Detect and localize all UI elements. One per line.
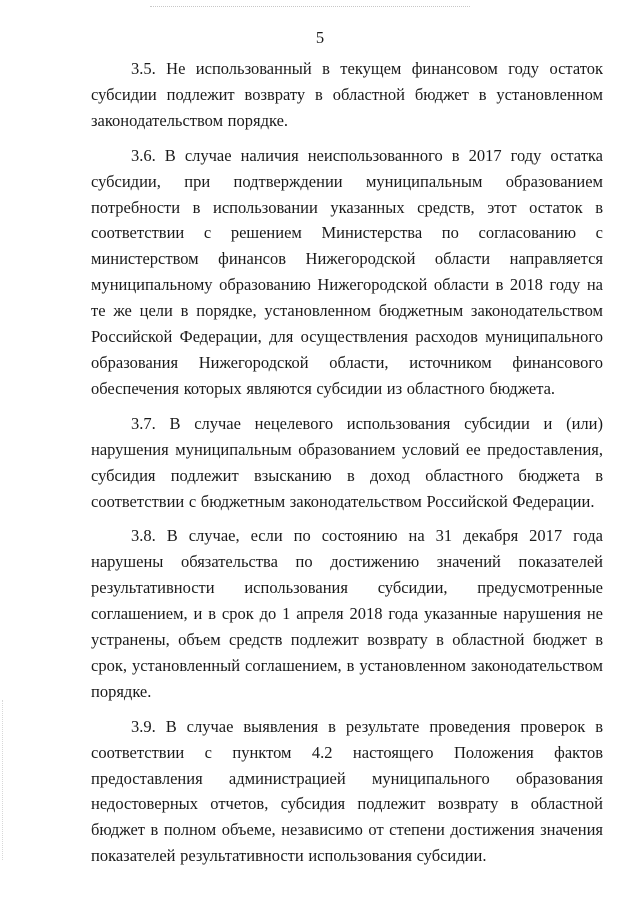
paragraph-3-9: 3.9. В случае выявления в результате проведения проверок в соответствии с пунктом 4.2 настоящего Положения фактов предоставления администрацией муниципального образования недостоверных отчетов, субсидия подлежит возврату в областной бюджет в полном объеме, независимо от степени достижения значения показателей результативности использования субсидии. xyxy=(91,716,603,866)
paragraph-3-8: 3.8. В случае, если по состоянию на 31 декабря 2017 года нарушены обязательства по достижению значений показателей результативности использования субсидии, предусмотренные соглашением, и в срок до 1 апреля 2018 года указанные нарушения не устранены, объем средств подлежит возврату в областной бюджет в срок, установленный соглашением, в установленном законодательством порядке. xyxy=(91,526,603,701)
scan-edge-mark xyxy=(150,6,470,7)
page-number: 5 xyxy=(315,28,325,47)
document-body xyxy=(91,56,603,878)
paragraph-3-6: 3.6. В случае наличия неиспользованного в 2017 году остатка субсидии, при подтверждении муниципальным образованием потребности в использовании указанных средств, этот остаток в соответствии с решением Министерства по согласованию с министерством финансов Нижегородской области направляется муниципальному образованию Нижегородской области в 2018 году на те же цели в порядке, установленном бюджетным законодательством Российской Федерации, для осуществления расходов муниципального образования Нижегородской области, источником финансового обеспечения которых являются субсидии из областного бюджета. xyxy=(91,145,603,398)
paragraph-3-7: 3.7. В случае нецелевого использования субсидии и (или) нарушения муниципальным образованием условий ее предоставления, субсидия подлежит взысканию в доход областного бюджета в соответствии с бюджетным законодательством Российской Федерации. xyxy=(91,413,603,511)
scan-edge-mark xyxy=(2,700,3,860)
paragraph-3-5: 3.5. Не использованный в текущем финансовом году остаток субсидии подлежит возврату в областной бюджет в установленном законодательством порядке. xyxy=(91,59,603,130)
